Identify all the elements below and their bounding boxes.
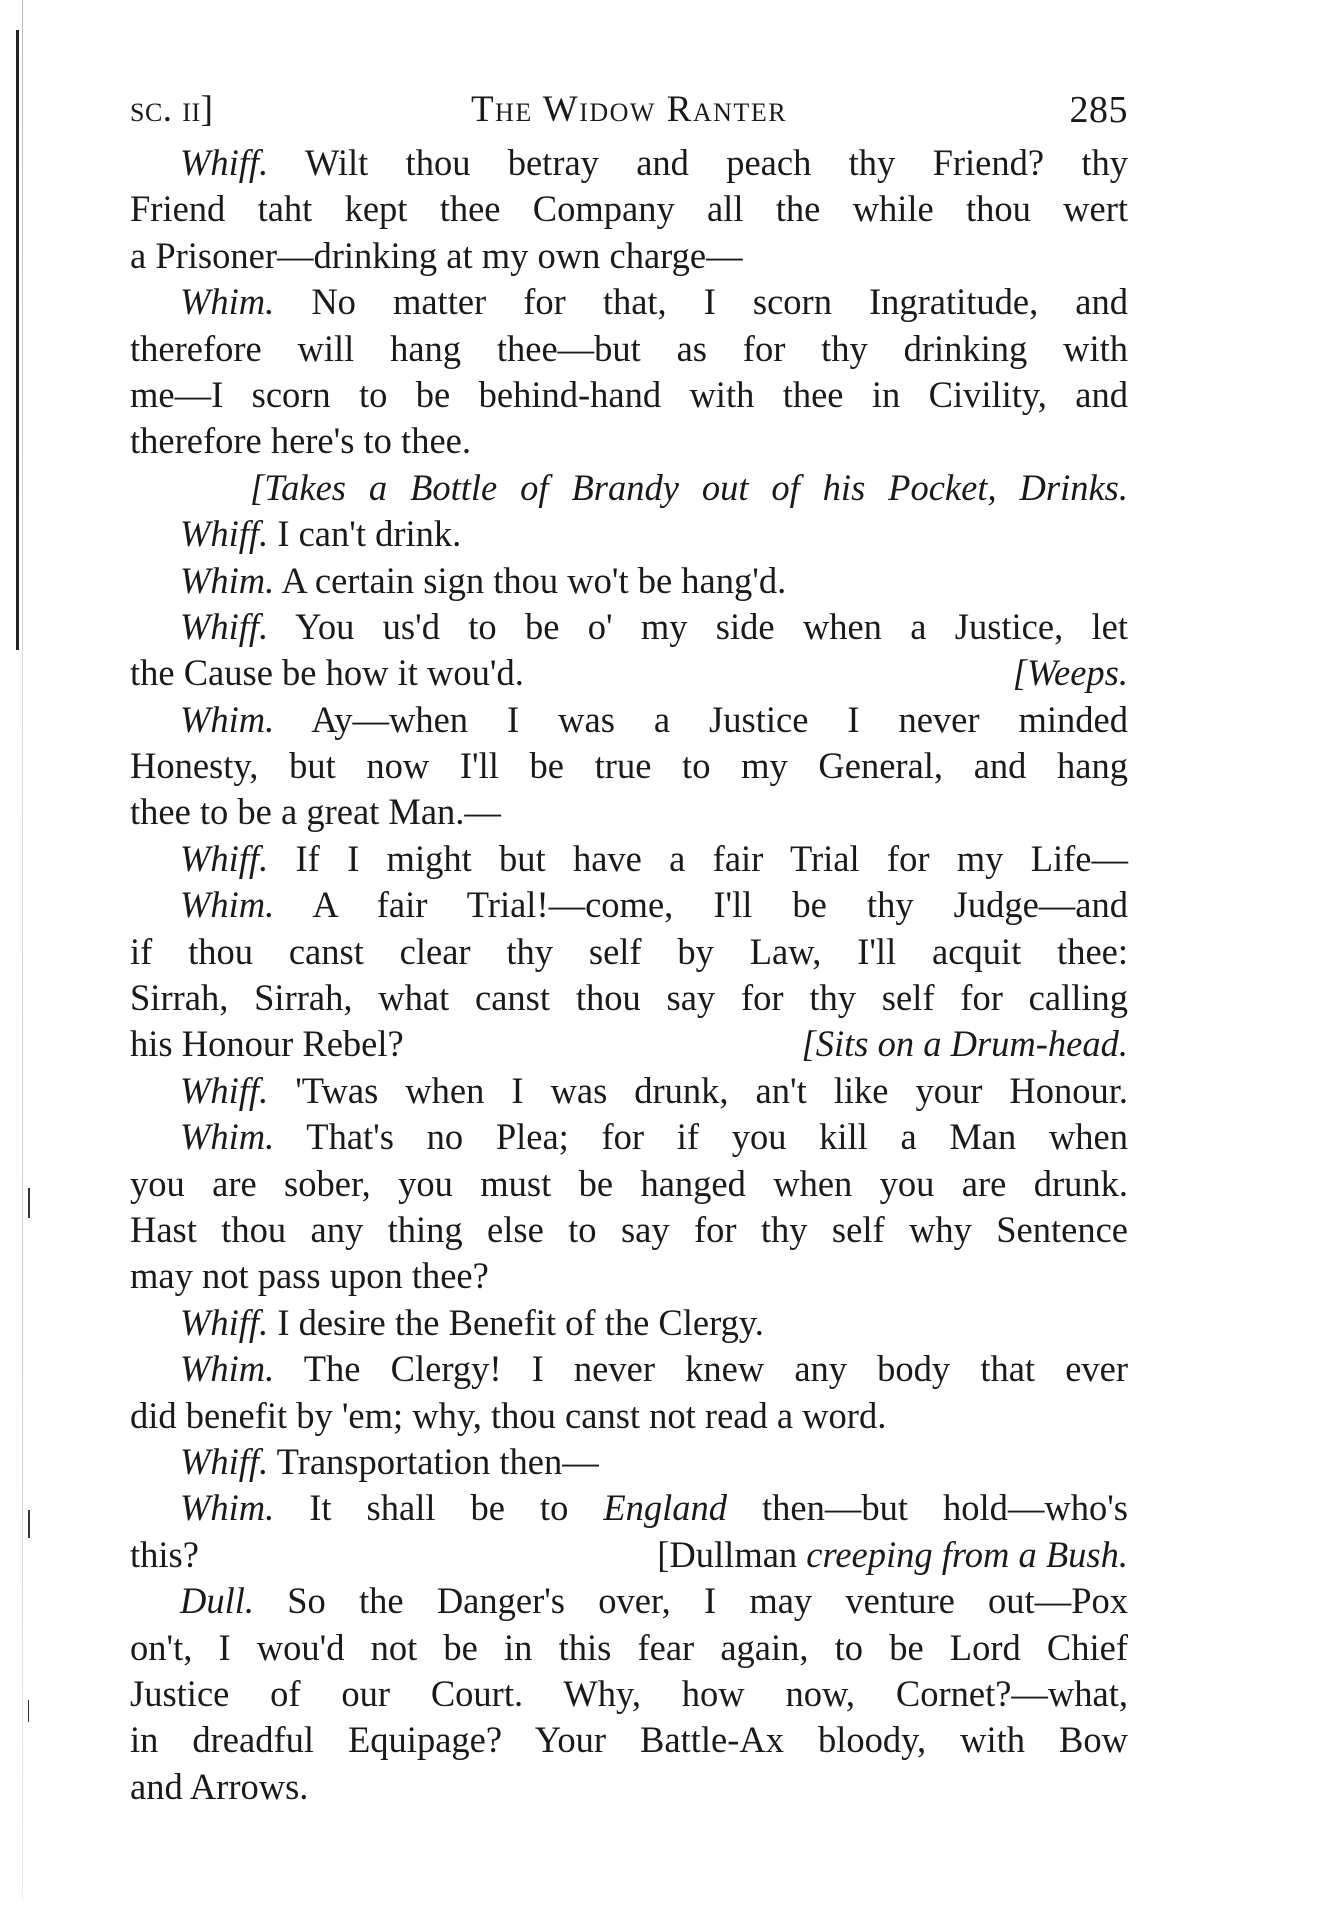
line-left — [130, 1021, 404, 1067]
speaker-name: Whiff. — [180, 837, 269, 879]
speech-line — [130, 882, 1128, 928]
text-line — [130, 233, 1128, 279]
text-line — [130, 743, 1128, 789]
text-line — [130, 1532, 1128, 1578]
speech-line — [130, 140, 1128, 186]
line-left — [130, 650, 524, 696]
text-line — [130, 929, 1128, 975]
line-text: Hast thou any thing else to say for thy self why Sentence — [130, 1208, 1128, 1250]
line-text: his Honour Rebel? — [130, 1023, 404, 1065]
speaker-name: Whim. — [180, 698, 275, 740]
speech-line — [130, 836, 1128, 882]
stage-direction-text: [Takes a Bottle of Brandy out of his Pocket, Drinks. — [250, 466, 1128, 508]
speech-line — [130, 558, 1128, 604]
text-line — [130, 186, 1128, 232]
line-text: Honesty, but now I'll be true to my General, and hang — [130, 745, 1128, 787]
text-line — [130, 1671, 1128, 1717]
line-text: So the Danger's over, I may venture out—Pox — [254, 1580, 1128, 1622]
line-text: thee to be a great Man.— — [130, 791, 501, 833]
line-text: No matter for that, I scorn Ingratitude, and — [274, 281, 1128, 323]
speech-line — [130, 1114, 1128, 1160]
text-line — [130, 1253, 1128, 1299]
line-text: me—I scorn to be behind-hand with thee in Civility, and — [130, 373, 1128, 415]
speaker-name: Whiff. — [180, 513, 269, 555]
emphasis-text: England — [603, 1487, 727, 1529]
text-line — [130, 650, 1128, 696]
text-line — [130, 1021, 1128, 1067]
speaker-name: Dull. — [180, 1580, 255, 1622]
line-text: therefore here's to thee. — [130, 420, 471, 462]
text-line — [130, 975, 1128, 1021]
line-text: and Arrows. — [130, 1765, 309, 1807]
scan-mark — [28, 1700, 29, 1722]
line-text: did benefit by 'em; why, thou canst not read a word. — [130, 1394, 887, 1436]
line-text: Friend taht kept thee Company all the while thou wert — [130, 188, 1128, 230]
line-text: on't, I wou'd not be in this fear again, to be Lord Chief — [130, 1626, 1128, 1668]
stage-direction-text: [Sits on a Drum-head. — [801, 1023, 1128, 1065]
line-text: in dreadful Equipage? Your Battle-Ax bloody, with Bow — [130, 1719, 1128, 1761]
stage-direction-name: [Dullman — [657, 1533, 807, 1575]
stage-direction — [802, 1021, 1128, 1067]
speaker-name: Whiff. — [180, 1440, 269, 1482]
speech-line — [130, 697, 1128, 743]
text-line — [130, 1161, 1128, 1207]
speaker-name: Whiff. — [180, 1069, 269, 1111]
speech-line — [130, 1578, 1128, 1624]
line-text: It shall be to — [274, 1487, 604, 1529]
line-text: If I might but have a fair Trial for my Life— — [268, 837, 1128, 879]
line-text: A fair Trial!—come, I'll be thy Judge—and — [274, 884, 1128, 926]
line-text: Sirrah, Sirrah, what canst thou say for thy self for calling — [130, 977, 1128, 1019]
line-text: 'Twas when I was drunk, an't like your Honour. — [268, 1069, 1128, 1111]
speaker-name: Whiff. — [180, 1301, 269, 1343]
text-line — [130, 1625, 1128, 1671]
line-text: therefore will hang thee—but as for thy drinking with — [130, 327, 1128, 369]
text-line — [130, 1717, 1128, 1763]
scan-mark — [28, 1510, 30, 1538]
speaker-name: Whim. — [180, 1487, 275, 1529]
running-title: The Widow Ranter — [470, 89, 788, 130]
speaker-name: Whim. — [180, 884, 275, 926]
speech-line — [130, 1439, 1128, 1485]
speech-line — [130, 1300, 1128, 1346]
line-text: You us'd to be o' my side when a Justice, let — [268, 605, 1128, 647]
line-text: The Clergy! I never knew any body that ever — [274, 1348, 1128, 1390]
stage-direction — [130, 465, 1128, 511]
line-left — [130, 1532, 199, 1578]
stage-direction-text: creeping from a Bush. — [806, 1533, 1128, 1575]
stage-direction — [1013, 650, 1128, 696]
stage-direction-text: [Weeps. — [1012, 652, 1128, 694]
speaker-name: Whim. — [180, 281, 275, 323]
scan-gutter-shadow — [22, 0, 23, 1900]
line-text: a Prisoner—drinking at my own charge— — [130, 234, 743, 276]
speaker-name: Whim. — [180, 1348, 275, 1390]
line-text: this? — [130, 1533, 199, 1575]
line-text: you are sober, you must be hanged when you are drunk. — [130, 1162, 1128, 1204]
line-text: Justice of our Court. Why, how now, Cornet?—what, — [130, 1672, 1128, 1714]
stage-direction — [657, 1532, 1128, 1578]
speech-line — [130, 604, 1128, 650]
speech-line — [130, 1485, 1128, 1531]
speech-line — [130, 1346, 1128, 1392]
speaker-name: Whim. — [180, 559, 275, 601]
running-header — [130, 88, 1128, 138]
text-line — [130, 326, 1128, 372]
line-text: I can't drink. — [268, 513, 462, 555]
text-line — [130, 418, 1128, 464]
speaker-name: Whiff. — [180, 605, 269, 647]
line-text: if thou canst clear thy self by Law, I'll acquit thee: — [130, 930, 1128, 972]
line-text: Wilt thou betray and peach thy Friend? thy — [268, 142, 1128, 183]
speaker-name: Whiff. — [180, 142, 269, 183]
text-line — [130, 372, 1128, 418]
text-line — [130, 1393, 1128, 1439]
speech-line — [130, 1068, 1128, 1114]
text-line — [130, 1764, 1128, 1810]
line-text: A certain sign thou wo't be hang'd. — [274, 559, 787, 601]
line-text: Ay—when I was a Justice I never minded — [274, 698, 1128, 740]
scan-gutter-line — [16, 30, 19, 650]
line-text: then—but hold—who's — [727, 1487, 1128, 1529]
text-line — [130, 789, 1128, 835]
line-text: That's no Plea; for if you kill a Man when — [274, 1116, 1128, 1158]
speaker-name: Whim. — [180, 1116, 275, 1158]
text-line — [130, 1207, 1128, 1253]
scene-label: sc. ii] — [130, 89, 214, 130]
line-text: may not pass upon thee? — [130, 1255, 489, 1297]
line-text: the Cause be how it wou'd. — [130, 652, 524, 694]
line-text: Transportation then— — [268, 1440, 599, 1482]
speech-line — [130, 511, 1128, 557]
play-text — [130, 140, 1128, 1810]
page-number: 285 — [1069, 89, 1128, 131]
scan-mark — [28, 1188, 30, 1218]
speech-line — [130, 279, 1128, 325]
line-text: I desire the Benefit of the Clergy. — [268, 1301, 764, 1343]
